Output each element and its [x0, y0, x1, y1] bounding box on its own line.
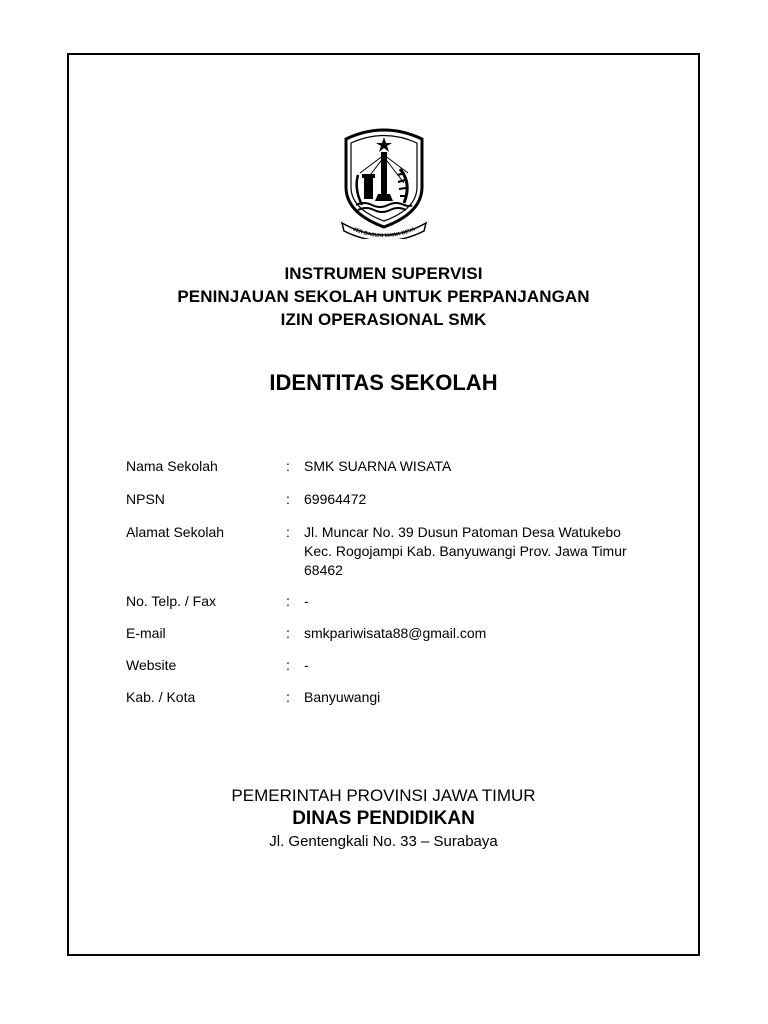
- field-label: Alamat Sekolah: [126, 524, 225, 540]
- field-label: Kab. / Kota: [126, 689, 196, 705]
- field-separator: :: [286, 524, 290, 540]
- school-identity-table: [126, 457, 666, 707]
- address-line-1: Jl. Muncar No. 39 Dusun Patoman Desa Watukebo: [304, 524, 621, 540]
- department-name: DINAS PENDIDIKAN: [292, 808, 475, 829]
- issuer-footer: [67, 785, 700, 853]
- field-separator: :: [286, 491, 290, 507]
- field-row-city: [126, 688, 666, 707]
- field-row-phone: [126, 592, 666, 611]
- field-label: No. Telp. / Fax: [126, 593, 217, 609]
- field-value: [304, 523, 666, 580]
- field-value: Banyuwangi: [304, 689, 381, 705]
- field-separator: :: [286, 689, 290, 705]
- field-value: SMK SUARNA WISATA: [304, 458, 452, 474]
- field-row-email: [126, 624, 666, 643]
- field-label: Website: [126, 657, 177, 673]
- address-line-3: 68462: [304, 562, 343, 578]
- field-row-address: [126, 523, 666, 580]
- government-name: PEMERINTAH PROVINSI JAWA TIMUR: [231, 786, 536, 805]
- field-label: NPSN: [126, 491, 165, 507]
- field-separator: :: [286, 593, 290, 609]
- field-value: smkpariwisata88@gmail.com: [304, 625, 487, 641]
- field-separator: :: [286, 657, 290, 673]
- title-line-2: PENINJAUAN SEKOLAH UNTUK PERPANJANGAN: [177, 287, 590, 306]
- field-separator: :: [286, 625, 290, 641]
- field-separator: :: [286, 458, 290, 474]
- field-row-npsn: [126, 490, 666, 509]
- field-value: -: [304, 593, 309, 609]
- field-row-website: [126, 656, 666, 675]
- field-value: 69964472: [304, 491, 367, 507]
- document-title: [67, 262, 700, 331]
- provincial-crest-emblem: [338, 127, 430, 239]
- field-row-school-name: [126, 457, 666, 476]
- department-address: Jl. Gentengkali No. 33 – Surabaya: [269, 833, 498, 850]
- title-line-3: IZIN OPERASIONAL SMK: [280, 310, 487, 329]
- title-line-1: INSTRUMEN SUPERVISI: [284, 264, 483, 283]
- field-label: Nama Sekolah: [126, 458, 218, 474]
- section-heading: IDENTITAS SEKOLAH: [269, 370, 498, 395]
- field-value: -: [304, 657, 309, 673]
- crest-motto: JER BASUKI MAWA BEYA: [352, 226, 416, 239]
- address-line-2: Kec. Rogojampi Kab. Banyuwangi Prov. Jawa Timur: [304, 543, 627, 559]
- field-label: E-mail: [126, 625, 166, 641]
